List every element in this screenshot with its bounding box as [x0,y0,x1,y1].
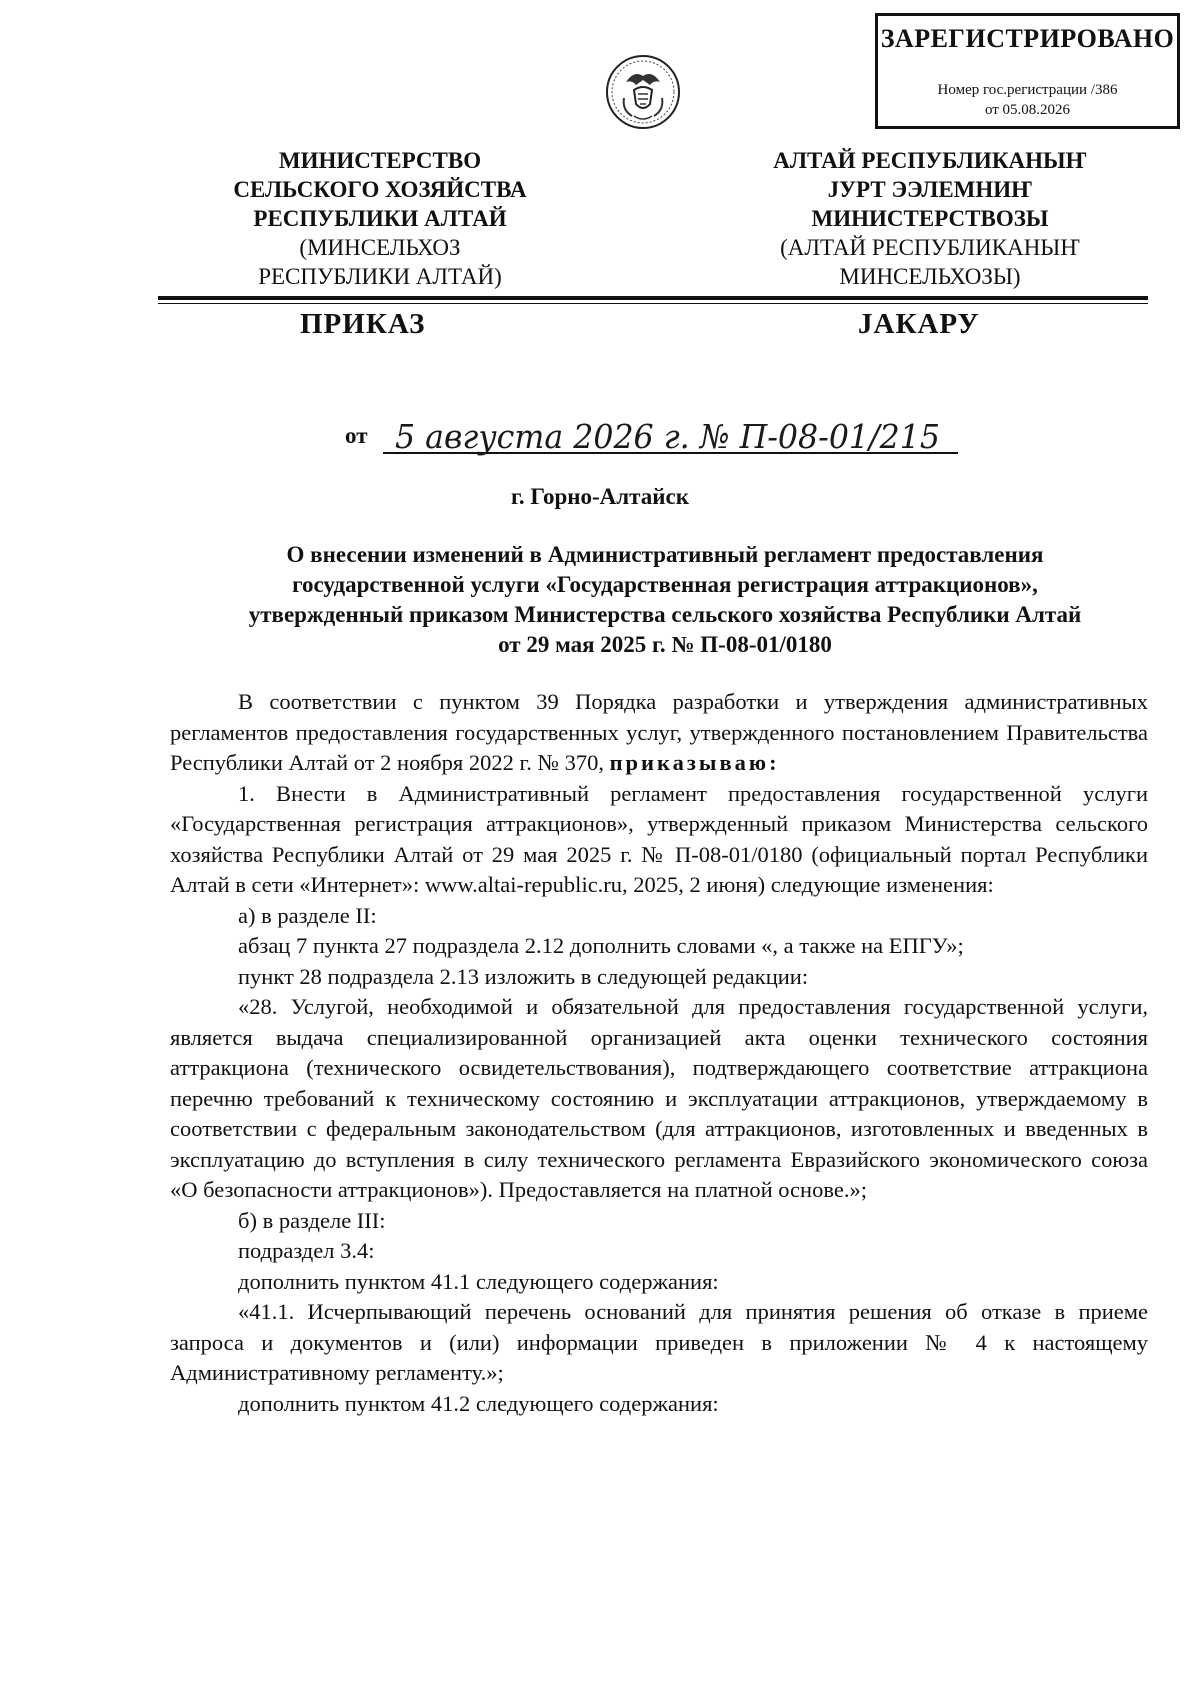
paragraph-amendment: пункт 28 подраздела 2.13 изложить в следующей редакции: [238,963,809,989]
paragraph-subsection: подраздел 3.4: [238,1238,375,1263]
ministry-name-altai [730,146,1130,291]
paragraph-section-ii: а) в разделе II: [238,902,377,928]
header-left-line: МИНИСТЕРСТВО [278,148,482,173]
header-right-line: МИНИСТЕРСТВОЗЫ [811,206,1049,231]
header-divider-thick [158,296,1148,300]
document-title [170,540,1160,660]
paragraph-amendment: абзац 7 пункта 27 подраздела 2.12 дополнить словами «, а также на ЕПГУ»; [238,933,964,958]
paragraph-item-1: 1. Внести в Административный регламент предоставления государственной услуги «Государственная регистрация аттракционов», утвержденный приказом Министерства сельского хозяйства Республики Алтай от 29 мая 2025 г. № П-08-01/0180 (официальный портал Республики Алтай в сети «Интернет»: www.altai-republic.ru, 2025, 2 июня) следующие изменения: [170,780,1148,897]
document-body [170,687,1148,1419]
paragraph-amendment: дополнить пунктом 41.2 следующего содержания: [238,1390,719,1416]
stamp-reg-number: Номер гос.регистрации /386 [937,82,1118,98]
header-left-line: СЕЛЬСКОГО ХОЗЯЙСТВА [233,177,527,202]
header-right-line: МИНСЕЛЬХОЗЫ) [839,264,1021,289]
header-left-line: РЕСПУБЛИКИ АЛТАЙ [253,206,507,231]
handwritten-date-number [395,404,955,464]
header-right-line: (АЛТАЙ РЕСПУБЛИКАНЫҤ [780,235,1080,260]
header-right-line: АЛТАЙ РЕСПУБЛИКАНЫҤ [773,148,1087,173]
header-divider-thin [158,303,1148,304]
paragraph-quote-28: «28. Услугой, необходимой и обязательной для предоставления государственной услуги, является выдача специализированной организацией акта оценки технического состояния аттракциона (технического освидетельствования), подтверждающего соответствие аттракциона перечню требований к техническому состоянию и эксплуатации аттракционов, утверждаемому в соответствии с федеральным законодательством (для аттракционов, изготовленных и введенных в эксплуатацию до вступления в силу технического регламента Евразийского экономического союза «О безопасности аттракционов»). Предоставляется на платной основе.»; [170,994,1148,1202]
title-line: утвержденный приказом Министерства сельского хозяйства Республики Алтай [248,602,1082,627]
ministry-name-russian [200,146,560,291]
date-prefix: от [345,423,368,448]
preamble-text: В соответствии с пунктом 39 Порядка разработки и утверждения административных регламентов предоставления государственных услуг, утвержденного постановлением Правительства Республики Алтай от 2 ноября 2022 г. № 370, [170,689,1148,775]
stamp-title: ЗАРЕГИСТРИРОВАНО [880,24,1175,53]
title-line: государственной услуги «Государственная регистрация аттракционов», [292,572,1038,597]
title-line: О внесении изменений в Административный регламент предоставления [286,542,1044,567]
paragraph-preamble [170,687,1148,779]
paragraph-section-iii: б) в разделе III: [238,1207,386,1233]
preamble-emphasis: приказываю: [609,750,780,775]
header-left-line: РЕСПУБЛИКИ АЛТАЙ) [258,264,502,289]
header-left-line: (МИНСЕЛЬХОЗ [299,235,461,260]
coat-of-arms-icon [604,52,682,132]
paragraph-amendment: дополнить пунктом 41.1 следующего содержания: [238,1268,719,1294]
paragraph-quote-41-1: «41.1. Исчерпывающий перечень оснований для принятия решения об отказе в приеме запроса и документов и (или) информации приведен в приложении № 4 к настоящему Административному регламенту.»; [170,1299,1148,1385]
registration-stamp [875,13,1180,129]
header-right-line: ЈУРТ ЭЭЛЕМНИҤ [827,177,1033,202]
title-line: от 29 мая 2025 г. № П-08-01/0180 [498,632,832,657]
handwritten-text: 5 августа 2026 г. № П-08-01/215 [395,417,940,456]
order-title-altai: ЈАКАРУ [858,308,980,340]
order-title-russian: ПРИКАЗ [300,308,426,340]
city-name: г. Горно-Алтайск [511,484,689,509]
stamp-reg-date: от 05.08.2026 [984,102,1071,118]
